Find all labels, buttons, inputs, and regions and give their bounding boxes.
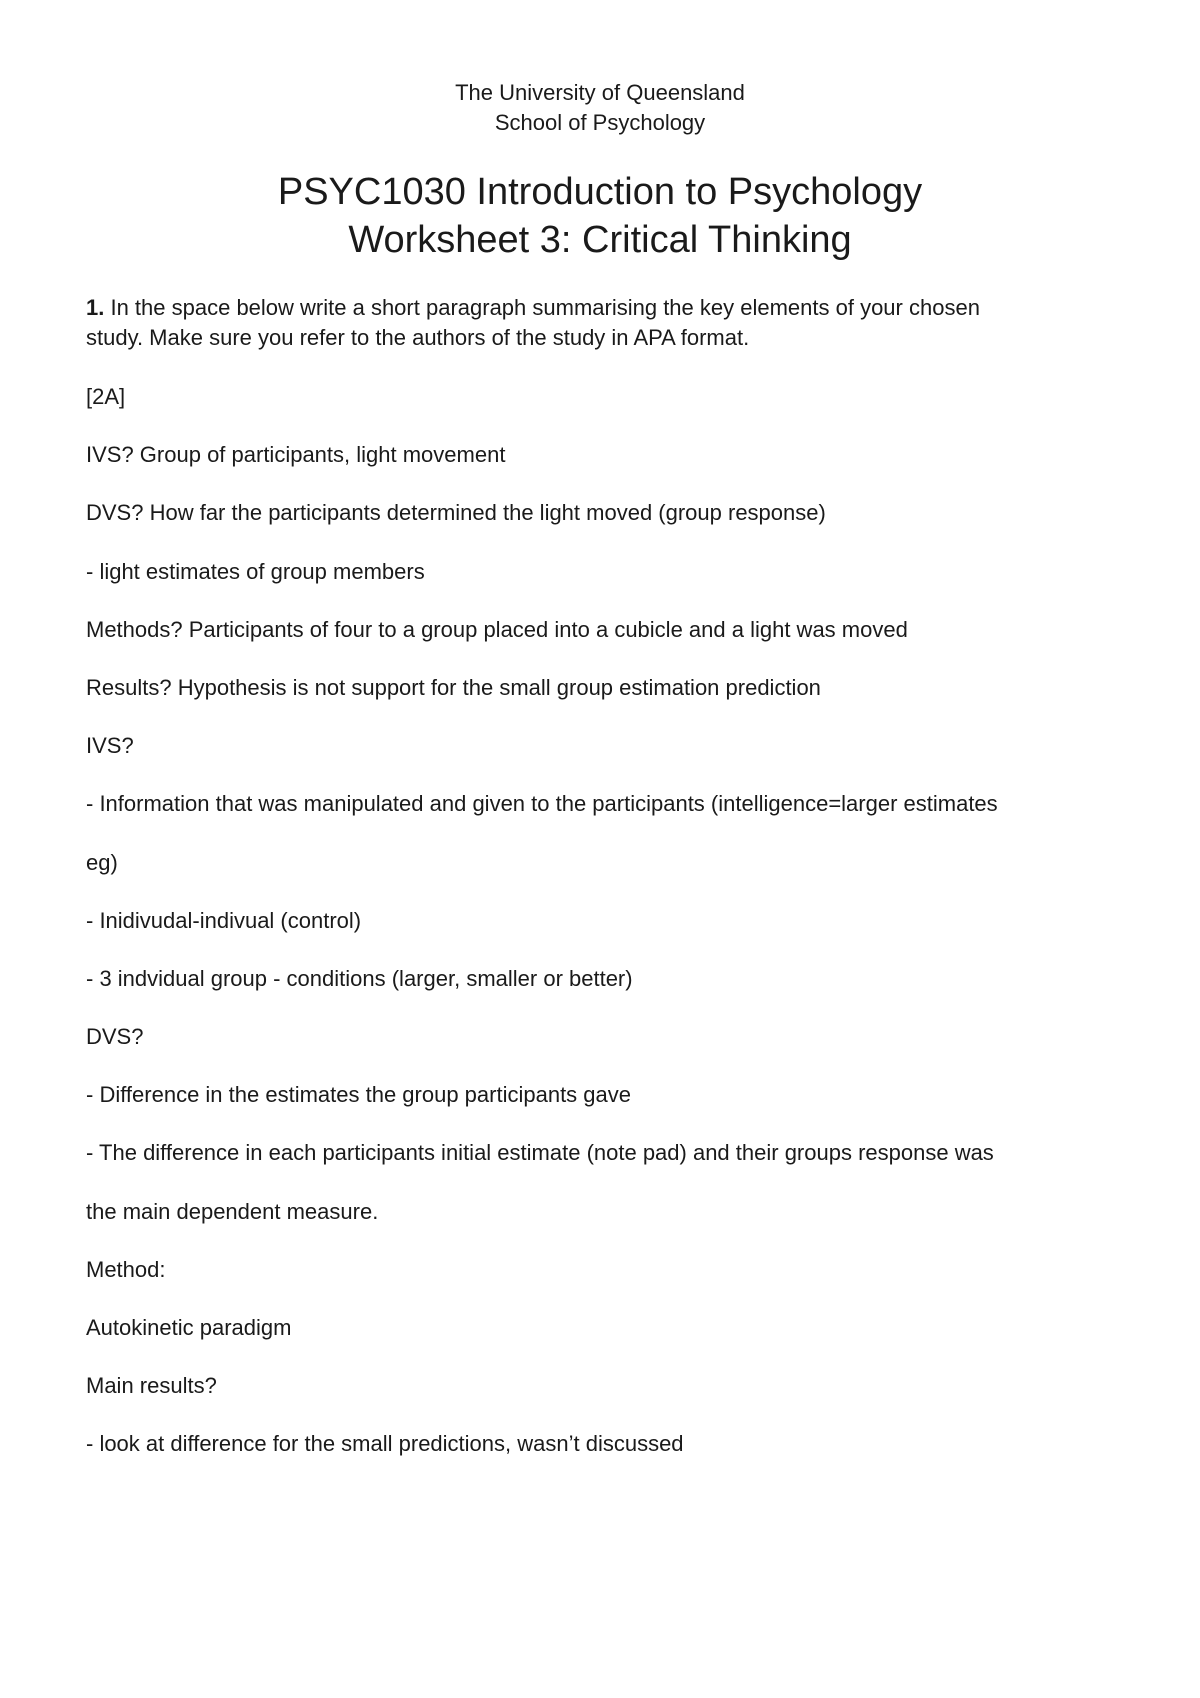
question-text-1: In the space below write a short paragraph summarising the key elements of your chosen	[104, 295, 980, 320]
question-number: 1.	[86, 295, 105, 320]
document-header	[0, 78, 1200, 138]
answer-line: - Information that was manipulated and given to the participants (intelligence=larger estimates	[86, 791, 998, 817]
question-block	[86, 293, 1126, 353]
answer-line: - light estimates of group members	[86, 558, 425, 584]
answer-line: - Inidivudal-indivual (control)	[86, 907, 362, 933]
answer-line: - 3 indvidual group - conditions (larger, smaller or better)	[86, 965, 633, 991]
answer-line: - look at difference for the small predictions, wasn’t discussed	[86, 1431, 684, 1457]
question-prompt-line-2: study. Make sure you refer to the authors of the study in APA format.	[86, 325, 750, 350]
answer-line: IVS?	[86, 733, 134, 759]
answer-line: Method:	[86, 1256, 166, 1282]
answer-line: IVS? Group of participants, light movement	[86, 442, 506, 468]
answer-line: - The difference in each participants initial estimate (note pad) and their groups response was	[86, 1140, 994, 1166]
course-title: PSYC1030 Introduction to Psychology	[277, 171, 923, 213]
answer-line: Autokinetic paradigm	[86, 1315, 292, 1340]
institution-name: The University of Queensland	[455, 80, 745, 105]
worksheet-title: Worksheet 3: Critical Thinking	[348, 219, 852, 261]
answer-line: Methods? Participants of four to a group placed into a cubicle and a light was moved	[86, 616, 908, 642]
answer-line: [2A]	[86, 384, 126, 409]
question-prompt-line-1	[86, 293, 1126, 323]
school-name: School of Psychology	[494, 110, 706, 135]
answer-block	[86, 382, 1126, 1488]
answer-line: the main dependent measure.	[86, 1198, 379, 1224]
document-title	[0, 168, 1200, 264]
answer-line: Main results?	[86, 1373, 217, 1399]
answer-line: DVS? How far the participants determined the light moved (group response)	[86, 500, 826, 526]
answer-line: DVS?	[86, 1024, 144, 1050]
answer-line: Results? Hypothesis is not support for the small group estimation prediction	[86, 674, 821, 700]
answer-line: - Difference in the estimates the group participants gave	[86, 1082, 632, 1108]
answer-line: eg)	[86, 849, 118, 875]
